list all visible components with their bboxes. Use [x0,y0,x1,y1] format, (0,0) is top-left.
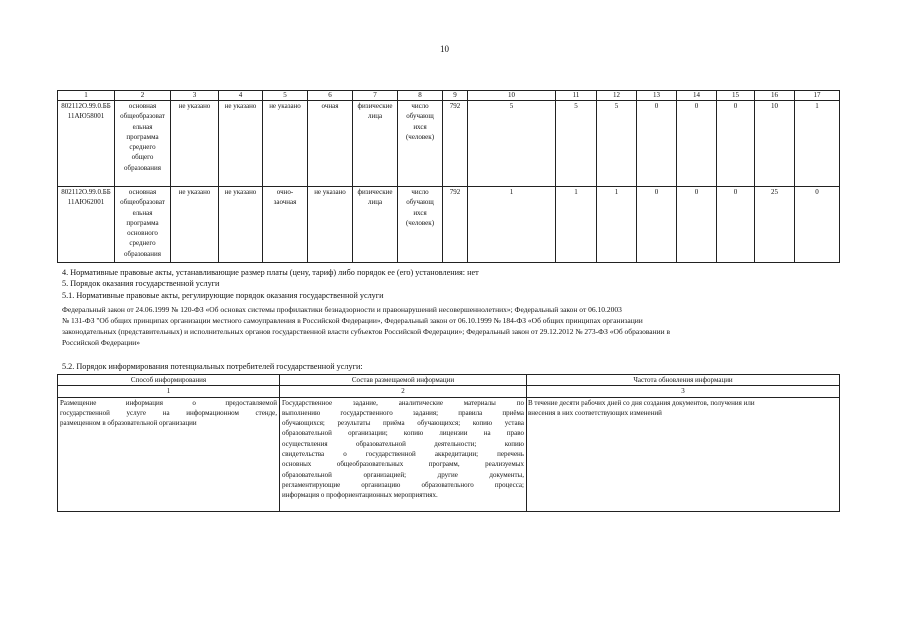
table-cell: 5 [468,101,556,187]
column-header: Частота обновления информации [527,375,840,386]
table-row [58,187,840,263]
column-header: 14 [677,91,717,101]
table-cell: 1 [795,101,840,187]
cell-line: регламентирующие организацию образовательного процесса; [282,480,524,489]
table-cell: основная общеобразоват ельная программа среднего общего образования [115,101,171,187]
table-cell: 0 [717,101,755,187]
column-number: 1 [58,386,280,397]
column-header: 16 [755,91,795,101]
information-content-cell [280,397,527,511]
table-cell: очная [308,101,353,187]
column-header: 6 [308,91,353,101]
informing-table [57,374,840,512]
table-header-row [58,91,840,101]
column-header: 2 [115,91,171,101]
cell-line: основных общеобразовательных программ, реализуемых [282,460,524,469]
table-cell: число обучающ ихся (человек) [398,101,443,187]
table-cell: 5 [556,101,597,187]
table-cell: 25 [755,187,795,263]
informing-method-cell [58,397,280,511]
cell-line: Государственное задание, аналитические материалы по [282,398,524,407]
table-cell: 5 [597,101,637,187]
cell-line: государственной услуге на информационном стенде, [60,408,277,417]
table-cell: физические лица [353,187,398,263]
update-frequency-cell [527,397,840,511]
cell-line: Размещение информация о предоставляемой [60,398,277,407]
cell-line: образовательной организацией; другие документы, [282,470,524,479]
laws-line: № 131-ФЗ "Об общих принципах организации местного самоуправления в Российской Федерации», Федеральный закон от 06.10.1999 № 184-ФЗ «Об общих принципах организации [62,316,643,325]
column-header: 8 [398,91,443,101]
table-cell: 802112О.99.0.ББ 11АЮ58001 [58,101,115,187]
column-header: 5 [263,91,308,101]
cell-line: размещенном в образовательной организации [60,419,197,428]
column-header: 9 [443,91,468,101]
table-cell: 1 [597,187,637,263]
table-cell: число обучающ ихся (человек) [398,187,443,263]
table-cell: 0 [637,101,677,187]
table-cell: 792 [443,101,468,187]
column-header: 13 [637,91,677,101]
column-number: 3 [527,386,840,397]
laws-line: законодательных (представительных) и исполнительных органов государственной власти субъектов Российской Федерации»; Федеральный закон от 29.12.2012 № 273-ФЗ «Об образовании в [62,327,671,336]
cell-line: свидетельства о государственной аккредитации; перечень [282,450,524,459]
cell-line: образовательной организации; копию лицензии на право [282,429,524,438]
table-cell: 1 [556,187,597,263]
page-number: 10 [440,44,449,54]
column-header: Состав размещаемой информации [280,375,527,386]
column-header: 3 [171,91,219,101]
cell-line: выполнению государственного задания; правила приёма [282,408,524,417]
table-cell: физические лица [353,101,398,187]
table-cell: 1 [468,187,556,263]
indicators-table [57,90,840,263]
section-5-2-heading: 5.2. Порядок информирования потенциальных потребителей государственной услуги: [62,362,363,371]
table-cell: основная общеобразоват ельная программа основного среднего образования [115,187,171,263]
table-cell: 0 [677,187,717,263]
table-cell: не указано [171,101,219,187]
section-5-heading: 5. Порядок оказания государственной услуги [62,279,220,288]
column-header: 1 [58,91,115,101]
table-cell: не указано [219,187,263,263]
cell-line: В течение десяти рабочих дней со дня создания документов, получения или [528,398,755,407]
laws-line: Российской Федерации» [62,338,141,347]
column-number: 2 [280,386,527,397]
section-4-text: 4. Нормативные правовые акты, устанавливающие размер платы (цену, тариф) либо порядок ее (его) установления: нет [62,268,479,277]
table-cell: не указано [308,187,353,263]
column-header: 15 [717,91,755,101]
table-cell: не указано [171,187,219,263]
table-header-row [58,375,840,386]
column-header: 17 [795,91,840,101]
cell-line: обучающихся; результаты приёма обучающихся; копию устава [282,419,524,428]
table-cell: 0 [637,187,677,263]
column-header: 12 [597,91,637,101]
cell-line: внесения в них соответствующих изменений [528,408,662,417]
table-cell: не указано [219,101,263,187]
table-row [58,397,840,511]
table-cell: не указано [263,101,308,187]
table-cell: 0 [717,187,755,263]
column-header: 7 [353,91,398,101]
table-row [58,101,840,187]
section-5-1-heading: 5.1. Нормативные правовые акты, регулирующие порядок оказания государственной услуги [62,291,384,300]
column-header: 10 [468,91,556,101]
table-cell: 802112О.99.0.ББ 11АЮ62001 [58,187,115,263]
column-header: 4 [219,91,263,101]
laws-line: Федеральный закон от 24.06.1999 № 120-ФЗ «Об основах системы профилактики безнадзорности и правонарушений несовершеннолетних»; Федеральный закон от 06.10.2003 [62,305,622,314]
table-cell: 792 [443,187,468,263]
table-cell: 0 [677,101,717,187]
cell-line: информация о профориентационных мероприятиях. [282,491,438,500]
table-cell: очно- заочная [263,187,308,263]
table-number-row [58,386,840,397]
cell-line: осуществления образовательной деятельности; копию [282,439,524,448]
table-cell: 0 [795,187,840,263]
column-header: Способ информирования [58,375,280,386]
table-cell: 10 [755,101,795,187]
laws-paragraph [62,304,847,348]
column-header: 11 [556,91,597,101]
